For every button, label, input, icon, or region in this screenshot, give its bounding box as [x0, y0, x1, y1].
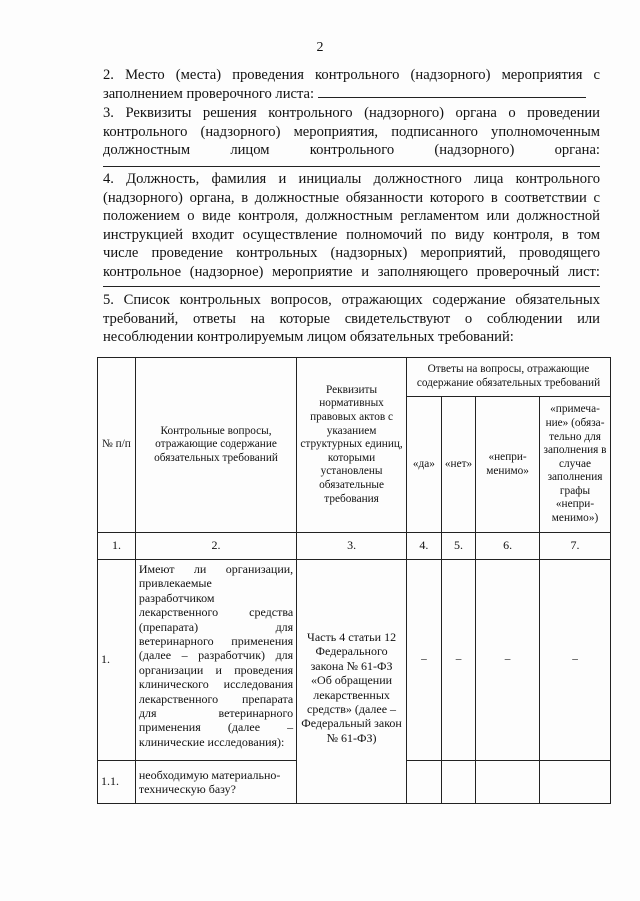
- item-5-question-list: [103, 291, 600, 347]
- column-number: 6.: [476, 533, 540, 560]
- column-number: 5.: [441, 533, 475, 560]
- item-3-line-3: должностным лицом контрольного (надзорного) органа:: [103, 142, 600, 159]
- item-4-blank-line: [103, 286, 600, 287]
- header-answers-group: Ответы на вопросы, отражающие содержание обязательных требований: [406, 358, 610, 397]
- header-not-applicable: «непри-менимо»: [476, 397, 540, 533]
- item-5-line-1: 5. Список контрольных вопросов, отражающих содержание обязательных: [103, 292, 600, 308]
- answer-not-applicable-cell[interactable]: –: [476, 560, 540, 761]
- question-cell: необходимую материально- техническую базу?: [135, 761, 296, 804]
- item-2-line-1: 2. Место (места) проведения контрольного (надзорного) мероприятия с: [103, 67, 600, 83]
- answer-yes-cell[interactable]: [406, 761, 441, 804]
- item-3-line-2: контрольного (надзорного) мероприятия, подписанного уполномоченным: [103, 123, 600, 140]
- item-3-blank-line: [103, 166, 600, 167]
- column-number: 2.: [135, 533, 296, 560]
- item-4-line-2: (надзорного) органа, в должностные обязанности которого в соответствии с: [103, 189, 600, 206]
- table-header-row-1: [98, 358, 611, 397]
- answer-no-cell[interactable]: –: [441, 560, 475, 761]
- question-cell: Имеют ли организации, привлекаемые разработчиком лекарственного средства (препарата) для ветеринарного применения (далее – разработчик) для организации и проведения клинического исследования лекарственного препарата для ветеринарного применения (далее – клинические исследования):: [135, 560, 296, 761]
- item-3-decision-requisites: [103, 104, 600, 160]
- item-4-inspector: [103, 170, 600, 282]
- page-number: 2: [316, 40, 324, 55]
- column-number: 4.: [406, 533, 441, 560]
- answer-note-cell[interactable]: –: [540, 560, 611, 761]
- item-2-venue: [103, 66, 600, 103]
- column-number: 3.: [297, 533, 407, 560]
- item-4-line-1: 4. Должность, фамилия и инициалы должностного лица контрольного: [103, 171, 600, 187]
- item-2-line-2: заполнением проверочного листа:: [103, 85, 600, 104]
- header-num: № п/п: [98, 358, 136, 533]
- requisites-cell: Часть 4 статьи 12 Федерального закона № 61-ФЗ «Об обращении лекарственных средств» (далее – Федеральный закон № 61-ФЗ): [297, 560, 407, 804]
- column-number-row: [98, 533, 611, 560]
- answer-no-cell[interactable]: [441, 761, 475, 804]
- header-no: «нет»: [441, 397, 475, 533]
- item-5-line-2: требований, ответы на которые свидетельствуют о соблюдении или: [103, 310, 600, 327]
- header-yes: «да»: [406, 397, 441, 533]
- column-number: 1.: [98, 533, 136, 560]
- row-number: 1.: [98, 560, 136, 761]
- item-4-line-5: числе проведение контрольных (надзорных) мероприятий, проводящего: [103, 245, 600, 262]
- header-question: Контрольные вопросы, отражающие содержание обязательных требований: [135, 358, 296, 533]
- item-3-line-1: 3. Реквизиты решения контрольного (надзорного) органа о проведении: [103, 105, 600, 121]
- answer-yes-cell[interactable]: –: [406, 560, 441, 761]
- header-note: «примеча-ние» (обяза-тельно для заполнения в случае заполнения графы «непри-менимо»): [540, 397, 611, 533]
- answer-not-applicable-cell[interactable]: [476, 761, 540, 804]
- item-2-blank: [318, 85, 586, 98]
- checklist-table: [97, 357, 611, 804]
- header-requisites: Реквизиты нормативных правовых актов с указанием структурных единиц, которыми установлены обязательные требования: [297, 358, 407, 533]
- row-number: 1.1.: [98, 761, 136, 804]
- answer-note-cell[interactable]: [540, 761, 611, 804]
- item-4-line-3: положением о виде контроля, должностным регламентом или должностной: [103, 208, 600, 225]
- item-5-line-3: несоблюдении контролируемым лицом обязательных требований:: [103, 329, 514, 346]
- column-number: 7.: [540, 533, 611, 560]
- table-row: [98, 560, 611, 761]
- item-4-line-6: контрольное (надзорное) мероприятие и заполняющего проверочный лист:: [103, 263, 600, 280]
- item-4-line-4: инструкцией входит осуществление полномочий по виду контроля, в том: [103, 226, 600, 243]
